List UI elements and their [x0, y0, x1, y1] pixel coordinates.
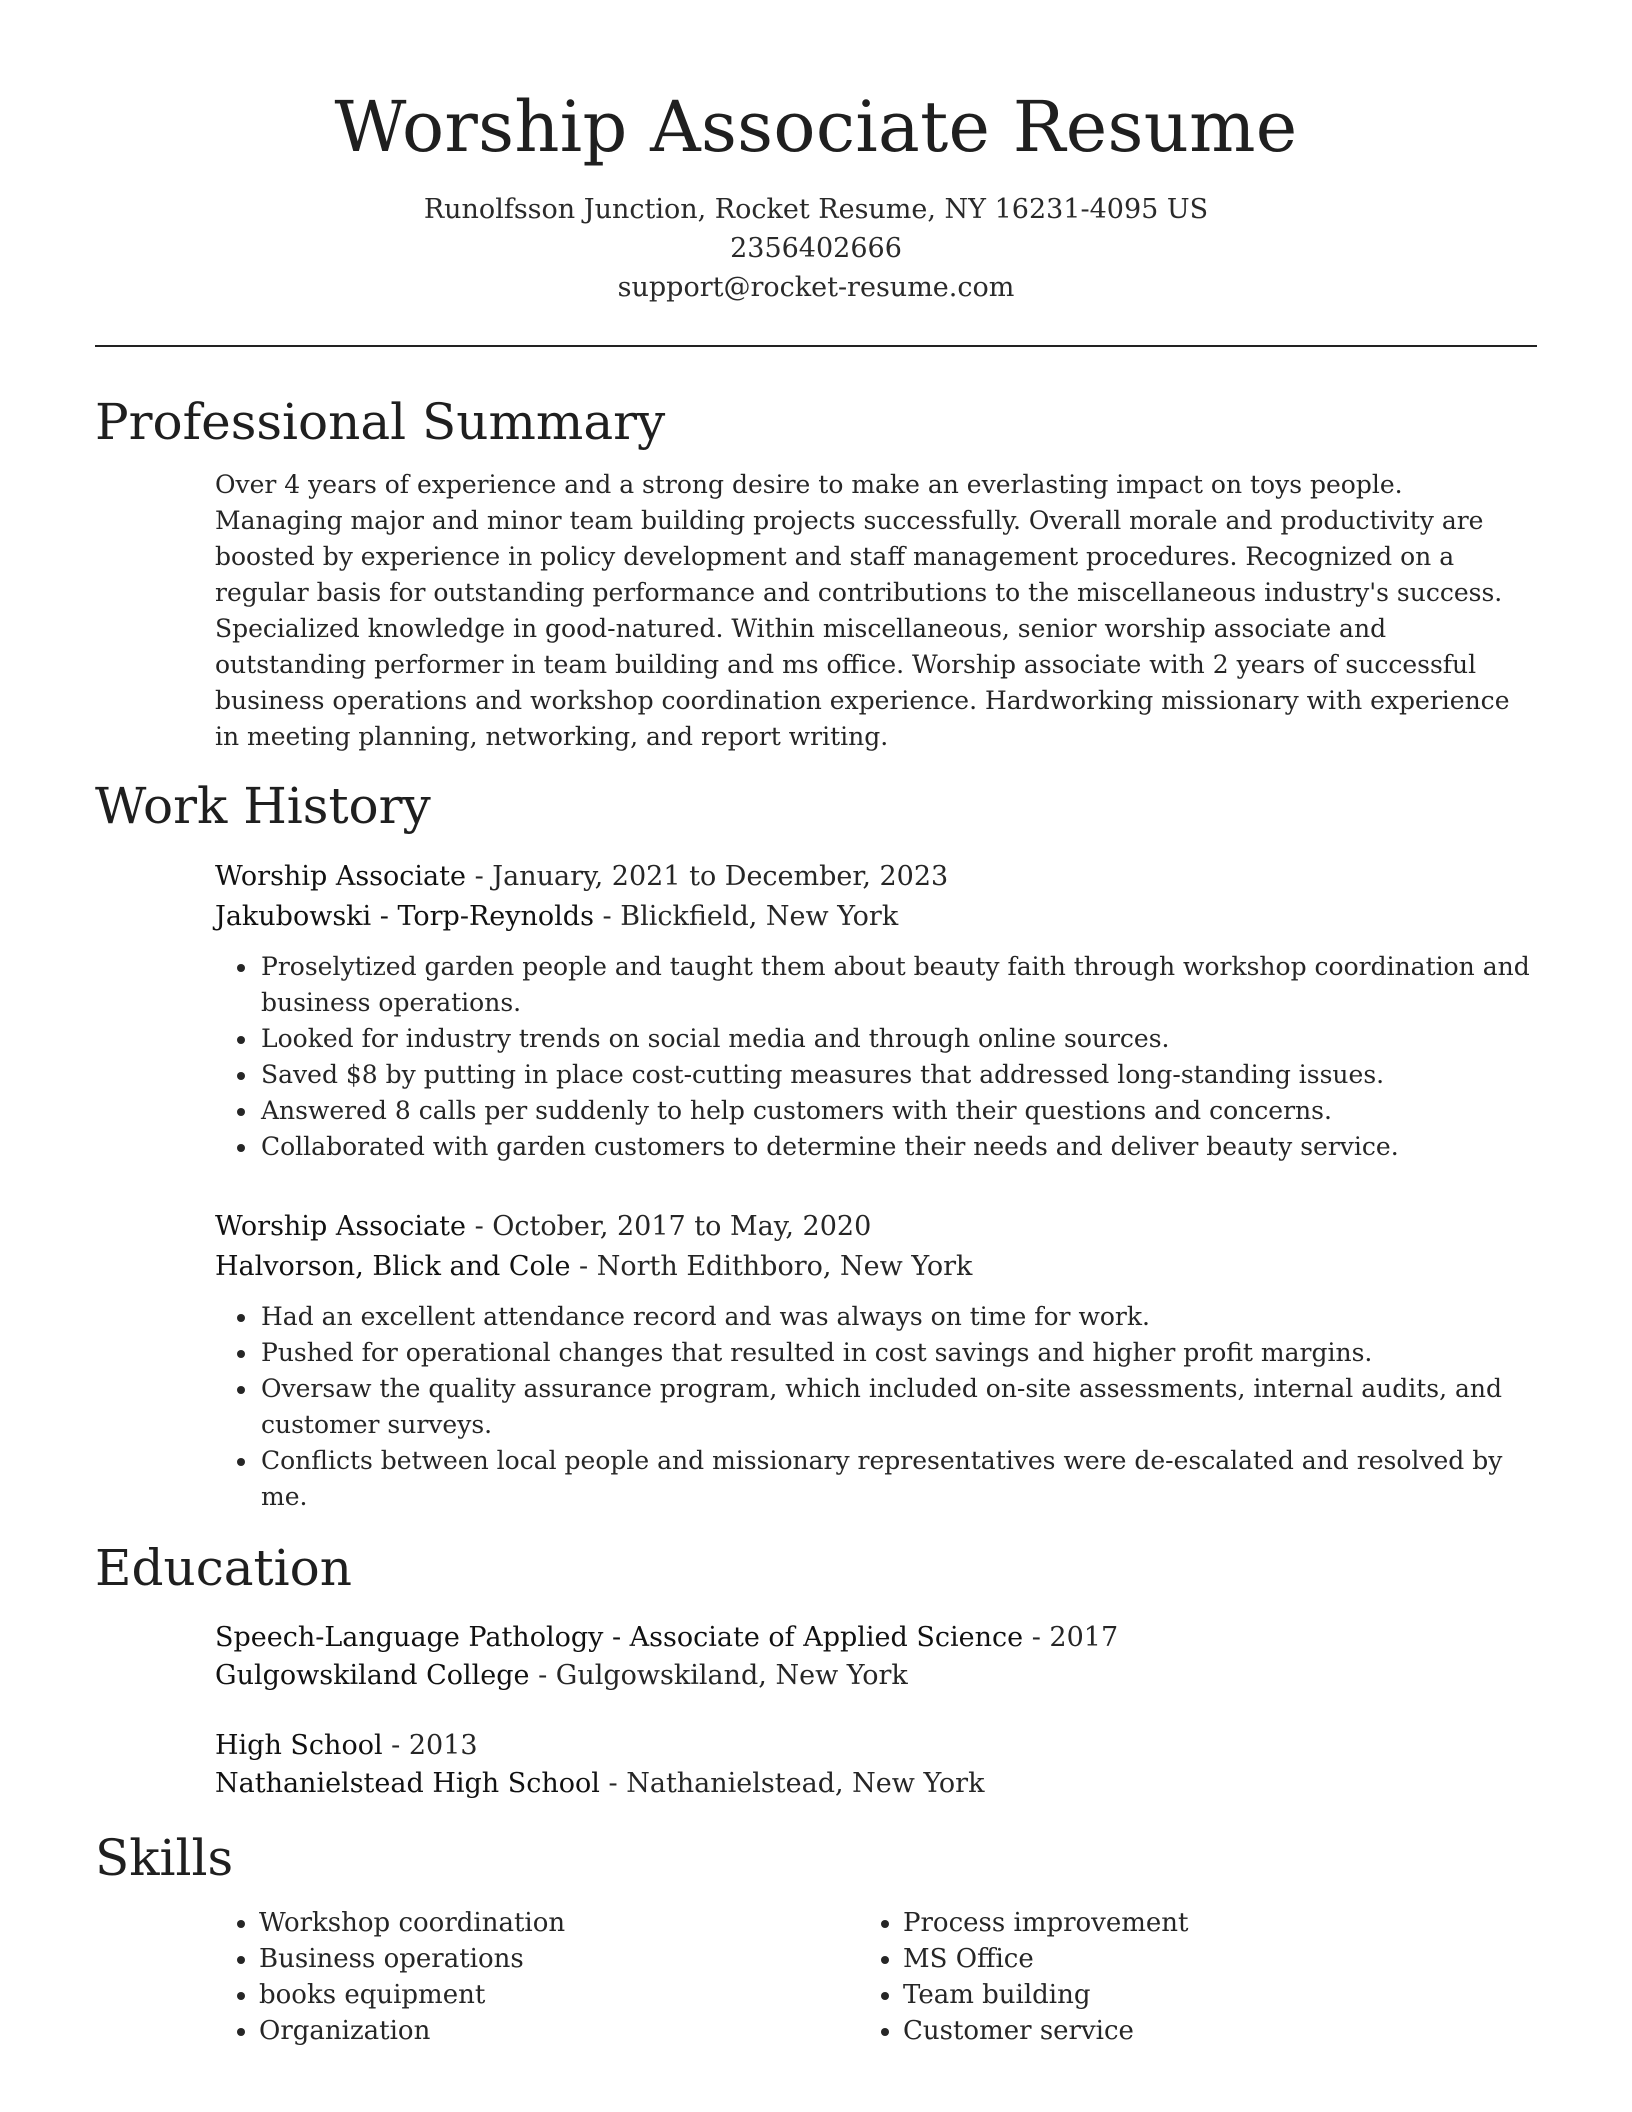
- skill-item: • Process improvement: [903, 1905, 1503, 1941]
- skill-item: • Business operations: [259, 1941, 859, 1977]
- job-duty-item: • Saved $8 by putting in place cost-cutting measures that addressed long-standing issues.: [259, 1057, 1537, 1093]
- job-title: Worship Associate: [215, 1211, 466, 1242]
- skills-column-left: [215, 1905, 859, 2049]
- job-dates: - January, 2021 to December, 2023: [465, 861, 949, 892]
- job-title: Worship Associate: [215, 861, 466, 892]
- education-year: - 2013: [382, 1730, 478, 1761]
- job-duty-item: • Pushed for operational changes that resulted in cost savings and higher profit margins.: [259, 1335, 1537, 1371]
- email: support@rocket-resume.com: [617, 272, 1015, 303]
- skill-item: • Customer service: [903, 2013, 1503, 2049]
- job-duties: [215, 1299, 1537, 1515]
- education-degree: Speech-Language Pathology - Associate of Applied Science: [215, 1622, 1024, 1653]
- header-divider: [95, 345, 1537, 347]
- job-location: - North Edithboro, New York: [570, 1251, 973, 1282]
- education-school: Gulgowskiland College: [215, 1660, 530, 1691]
- resume-header: [95, 0, 1537, 307]
- address: Runolfsson Junction, Rocket Resume, NY 16231-4095 US: [423, 194, 1209, 225]
- job-title-line: [215, 1207, 1537, 1247]
- job-company-line: [215, 1247, 1537, 1287]
- section-heading-summary: Professional Summary: [95, 393, 666, 451]
- job-duty-item: • Looked for industry trends on social media and through online sources.: [259, 1021, 1537, 1057]
- education-school-line: [215, 1765, 1537, 1803]
- skill-item: • Workshop coordination: [259, 1905, 859, 1941]
- job-duty-item: • Conflicts between local people and missionary representatives were de-escalated and resolved by me.: [259, 1443, 1537, 1515]
- skill-item: • books equipment: [259, 1977, 859, 2013]
- job-duty-item: • Collaborated with garden customers to determine their needs and deliver beauty service.: [259, 1129, 1537, 1165]
- job-company: Halvorson, Blick and Cole: [215, 1251, 571, 1282]
- education-degree-line: [215, 1727, 1537, 1765]
- skill-item: • Organization: [259, 2013, 859, 2049]
- job-company-line: [215, 897, 1537, 937]
- phone: 2356402666: [730, 233, 902, 264]
- job-duties: [215, 949, 1537, 1165]
- job-dates: - October, 2017 to May, 2020: [465, 1211, 872, 1242]
- education-entry: [95, 1727, 1537, 1803]
- section-heading-skills: Skills: [95, 1829, 234, 1887]
- education-location: - Gulgowskiland, New York: [529, 1660, 908, 1691]
- skills-column-right: [859, 1905, 1503, 2049]
- resume-title: Worship Associate Resume: [334, 86, 1298, 168]
- education-year: - 2017: [1023, 1622, 1119, 1653]
- job-company: Jakubowski - Torp-Reynolds: [215, 901, 594, 932]
- section-heading-work-history: Work History: [95, 777, 431, 835]
- section-heading-education: Education: [95, 1539, 352, 1597]
- skill-item: • Team building: [903, 1977, 1503, 2013]
- summary-text: Over 4 years of experience and a strong desire to make an everlasting impact on toys people. Managing major and minor team building projects successfully. Overall morale and productivity are boosted by experience in policy development and staff management procedures. Recognized on a regular basis for outstanding performance and contributions to the miscellaneous industry's success. Specialized knowledge in good-natured. Within miscellaneous, senior worship associate and outstanding performer in team building and ms office. Worship associate with 2 years of successful business operations and workshop coordination experience. Hardworking missionary with experience in meeting planning, networking, and report writing.: [215, 470, 1510, 751]
- education-degree: High School: [215, 1730, 383, 1761]
- job-entry: [95, 857, 1537, 1165]
- job-duty-item: • Had an excellent attendance record and was always on time for work.: [259, 1299, 1537, 1335]
- job-duty-item: • Proselytized garden people and taught them about beauty faith through workshop coordination and business operations.: [259, 949, 1537, 1021]
- contact-info: [95, 190, 1537, 307]
- job-duty-item: • Answered 8 calls per suddenly to help customers with their questions and concerns.: [259, 1093, 1537, 1129]
- job-duty-item: • Oversaw the quality assurance program, which included on-site assessments, internal audits, and customer surveys.: [259, 1371, 1537, 1443]
- skill-item: • MS Office: [903, 1941, 1503, 1977]
- job-title-line: [215, 857, 1537, 897]
- skills-list: [95, 1905, 1537, 2049]
- education-entry: [95, 1619, 1537, 1695]
- job-entry: [95, 1207, 1537, 1515]
- education-school-line: [215, 1657, 1537, 1695]
- education-degree-line: [215, 1619, 1537, 1657]
- education-location: - Nathanielstead, New York: [599, 1768, 985, 1799]
- education-school: Nathanielstead High School: [215, 1768, 600, 1799]
- job-location: - Blickfield, New York: [593, 901, 899, 932]
